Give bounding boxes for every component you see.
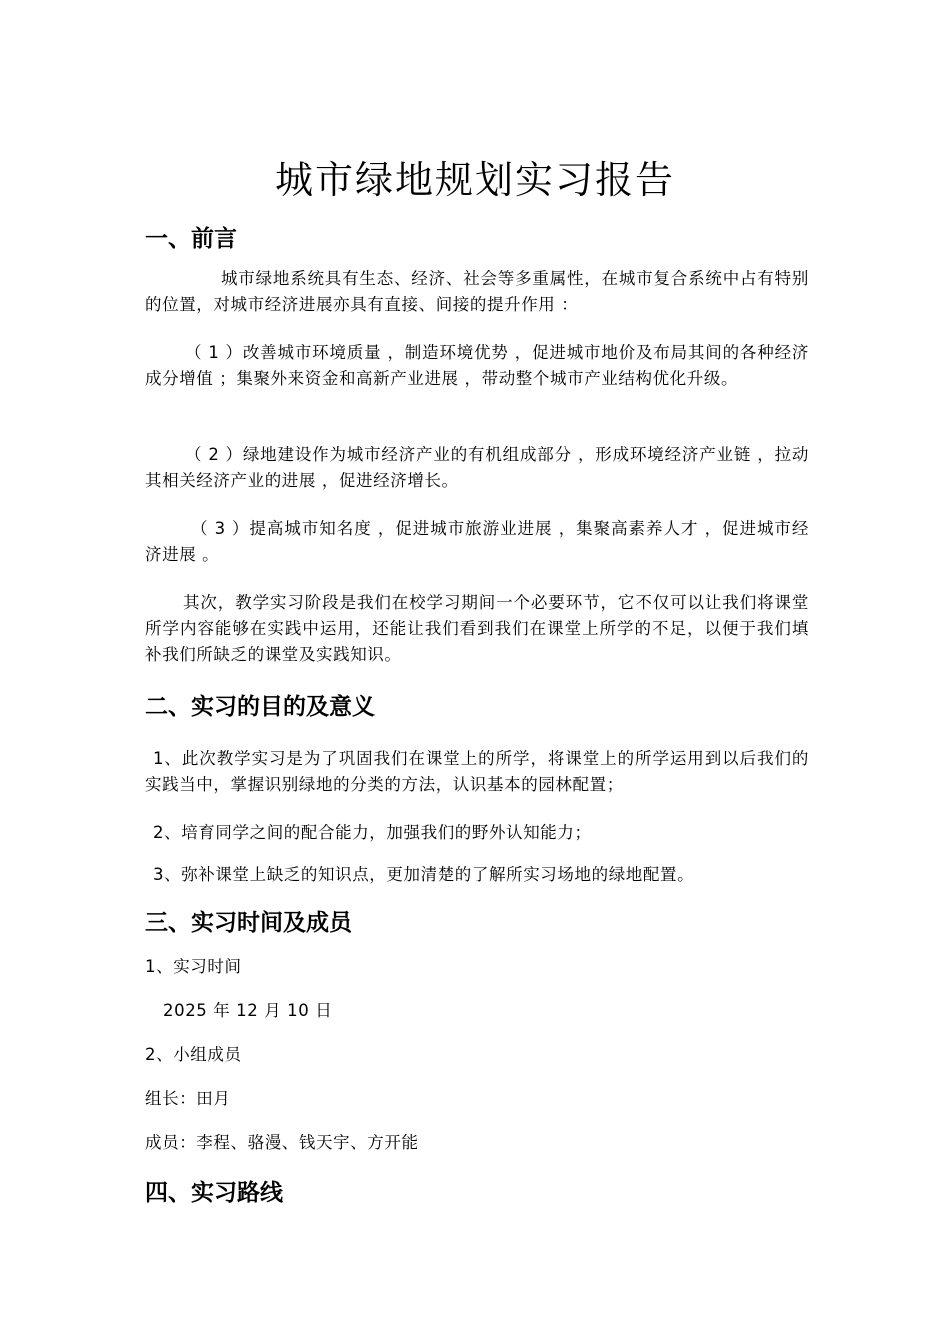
section-heading-purpose: 二、实习的目的及意义	[145, 694, 375, 720]
section-heading-time-members: 三、实习时间及成员	[145, 910, 352, 936]
section-heading-route: 四、实习路线	[145, 1180, 283, 1206]
internship-date: 2025 年 12 月 10 日	[163, 1001, 333, 1020]
purpose-item-3: 3、弥补课堂上缺乏的知识点，更加清楚的了解所实习场地的绿地配置。	[153, 865, 695, 884]
preface-paragraph-intro: 城市绿地系统具有生态、经济、社会等多重属性，在城市复合系统中占有特别的位置，对城市经济进展亦具有直接、间接的提升作用 ：	[145, 269, 809, 314]
preface-paragraph-point-2: （ 2 ）绿地建设作为城市经济产业的有机组成部分 ，形成环境经济产业链 ，拉动其相关经济产业的进展 ，促进经济增长。	[145, 445, 809, 490]
preface-paragraph-point-3: （ 3 ）提高城市知名度 ，促进城市旅游业进展 ，集聚高素养人才 ，促进城市经济进展 。	[145, 519, 809, 564]
purpose-item-1: 1、此次教学实习是为了巩固我们在课堂上的所学，将课堂上的所学运用到以后我们的实践当中，掌握识别绿地的分类的方法，认识基本的园林配置；	[145, 749, 809, 794]
section-heading-preface: 一、前言	[145, 226, 237, 252]
preface-paragraph-teaching: 其次，教学实习阶段是我们在校学习期间一个必要环节，它不仅可以让我们将课堂所学内容能够在实践中运用，还能让我们看到我们在课堂上所学的不足，以便于我们填补我们所缺乏的课堂及实践知识。	[145, 593, 809, 664]
document-title: 城市绿地规划实习报告	[274, 158, 675, 202]
internship-time-label: 1、实习时间	[145, 957, 242, 976]
preface-paragraph-point-1: （ 1 ）改善城市环境质量 ，制造环境优势 ，促进城市地价及布局其间的各种经济成分增值 ；集聚外来资金和高新产业进展 ，带动整个城市产业结构优化升级。	[145, 343, 809, 388]
group-members-label: 2、小组成员	[145, 1045, 242, 1064]
purpose-item-2: 2、培育同学之间的配合能力，加强我们的野外认知能力；	[153, 823, 592, 842]
group-leader: 组长：田月	[145, 1089, 231, 1108]
group-members-list: 成员：李程、骆漫、钱天宇、方开能	[145, 1133, 419, 1152]
